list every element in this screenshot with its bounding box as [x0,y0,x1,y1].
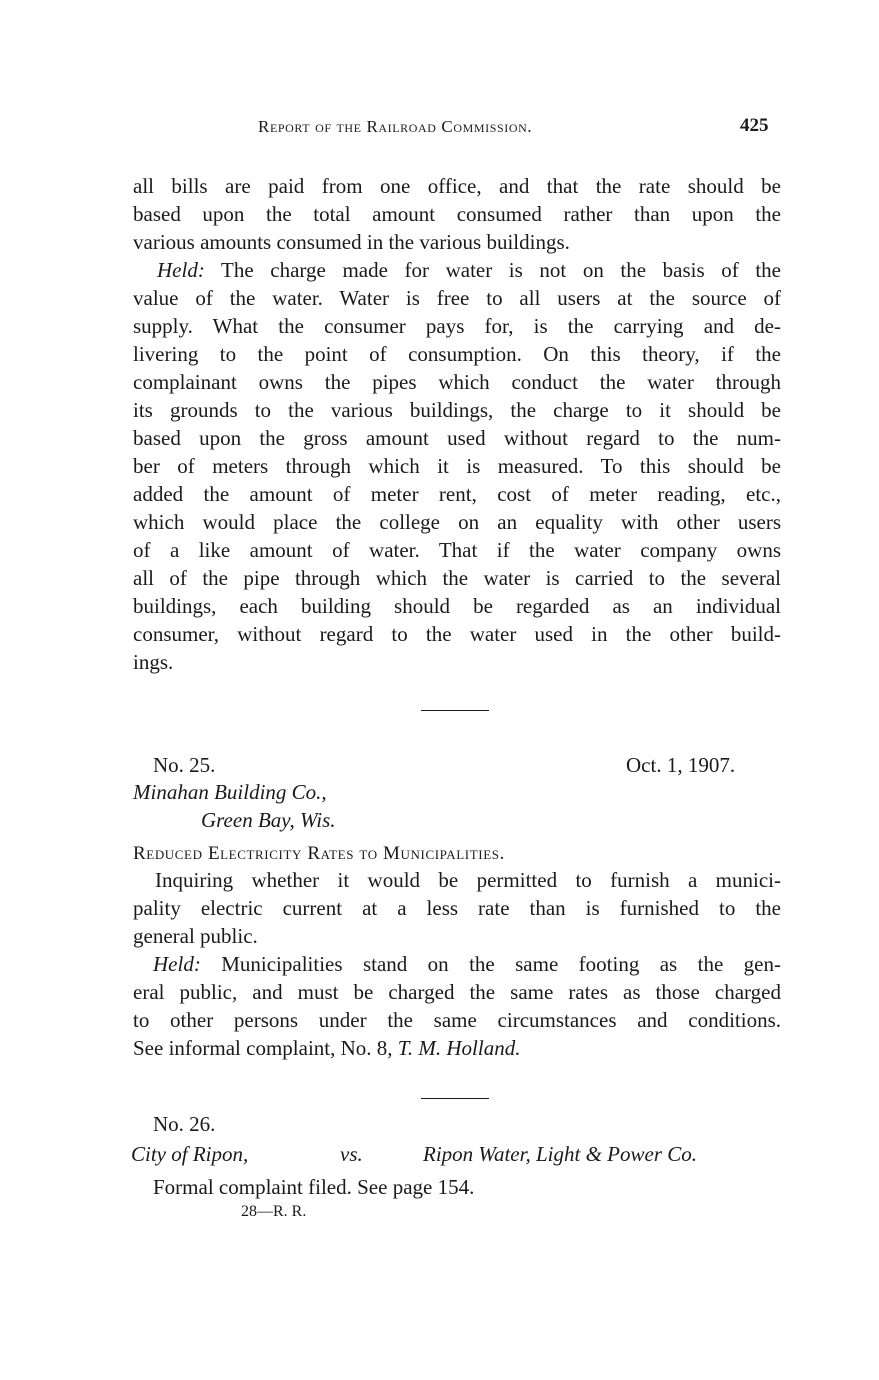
paragraph-line: its grounds to the various buildings, the charge to it should be [133,398,781,422]
case-date: Oct. 1, 1907. [626,753,736,777]
paragraph-line: all bills are paid from one office, and that the rate should be [133,174,781,198]
paragraph-line: based upon the gross amount used without regard to the num- [133,426,781,450]
held-label: Held: [157,258,205,282]
case-plaintiff: City of Ripon, [131,1142,249,1166]
case-party: Minahan Building Co., [133,780,327,804]
paragraph-line: livering to the point of consumption. On this theory, if the [133,342,781,366]
paragraph-line: to other persons under the same circumstances and conditions. [133,1008,781,1032]
paragraph-line: based upon the total amount consumed rather than upon the [133,202,781,226]
paragraph-line: pality electric current at a less rate than is furnished to the [133,896,781,920]
section-divider [421,1098,489,1099]
case-versus: vs. [340,1142,363,1166]
paragraph-line: added the amount of meter rent, cost of meter reading, etc., [133,482,781,506]
paragraph-line: ings. [133,650,174,674]
case-defendant: Ripon Water, Light & Power Co. [423,1142,697,1166]
paragraph-line: complainant owns the pipes which conduct the water through [133,370,781,394]
paragraph-line: Inquiring whether it would be permitted to furnish a munici- [155,868,781,892]
section-divider [421,710,489,711]
paragraph-line: value of the water. Water is free to all users at the source of [133,286,781,310]
paragraph-line: supply. What the consumer pays for, is the carrying and de- [133,314,781,338]
held-first-line: Held: The charge made for water is not on the basis of the [157,258,781,282]
paragraph-line: of a like amount of water. That if the water company owns [133,538,781,562]
paragraph-line: consumer, without regard to the water used in the other build- [133,622,781,646]
case-subject: Reduced Electricity Rates to Municipalities. [133,843,505,864]
case-number: No. 25. [153,753,216,777]
signature-mark: 28—R. R. [241,1203,307,1220]
held-label: Held: [153,952,201,976]
case-number: No. 26. [153,1112,216,1136]
paragraph-line: eral public, and must be charged the same rates as those charged [133,980,781,1004]
paragraph-line: various amounts consumed in the various buildings. [133,230,570,254]
case-note: Formal complaint filed. See page 154. [153,1175,475,1199]
paragraph-line: all of the pipe through which the water is carried to the several [133,566,781,590]
paragraph-line: general public. [133,924,258,948]
paragraph-line: ber of meters through which it is measured. To this should be [133,454,781,478]
page-number: 425 [740,115,769,136]
see-reference: See informal complaint, No. 8, T. M. Holland. [133,1036,521,1060]
running-header: Report of the Railroad Commission. [258,117,533,136]
paragraph-line: which would place the college on an equality with other users [133,510,781,534]
held-first-line: Held: Municipalities stand on the same footing as the gen- [153,952,781,976]
case-location: Green Bay, Wis. [201,808,336,832]
paragraph-line: buildings, each building should be regarded as an individual [133,594,781,618]
